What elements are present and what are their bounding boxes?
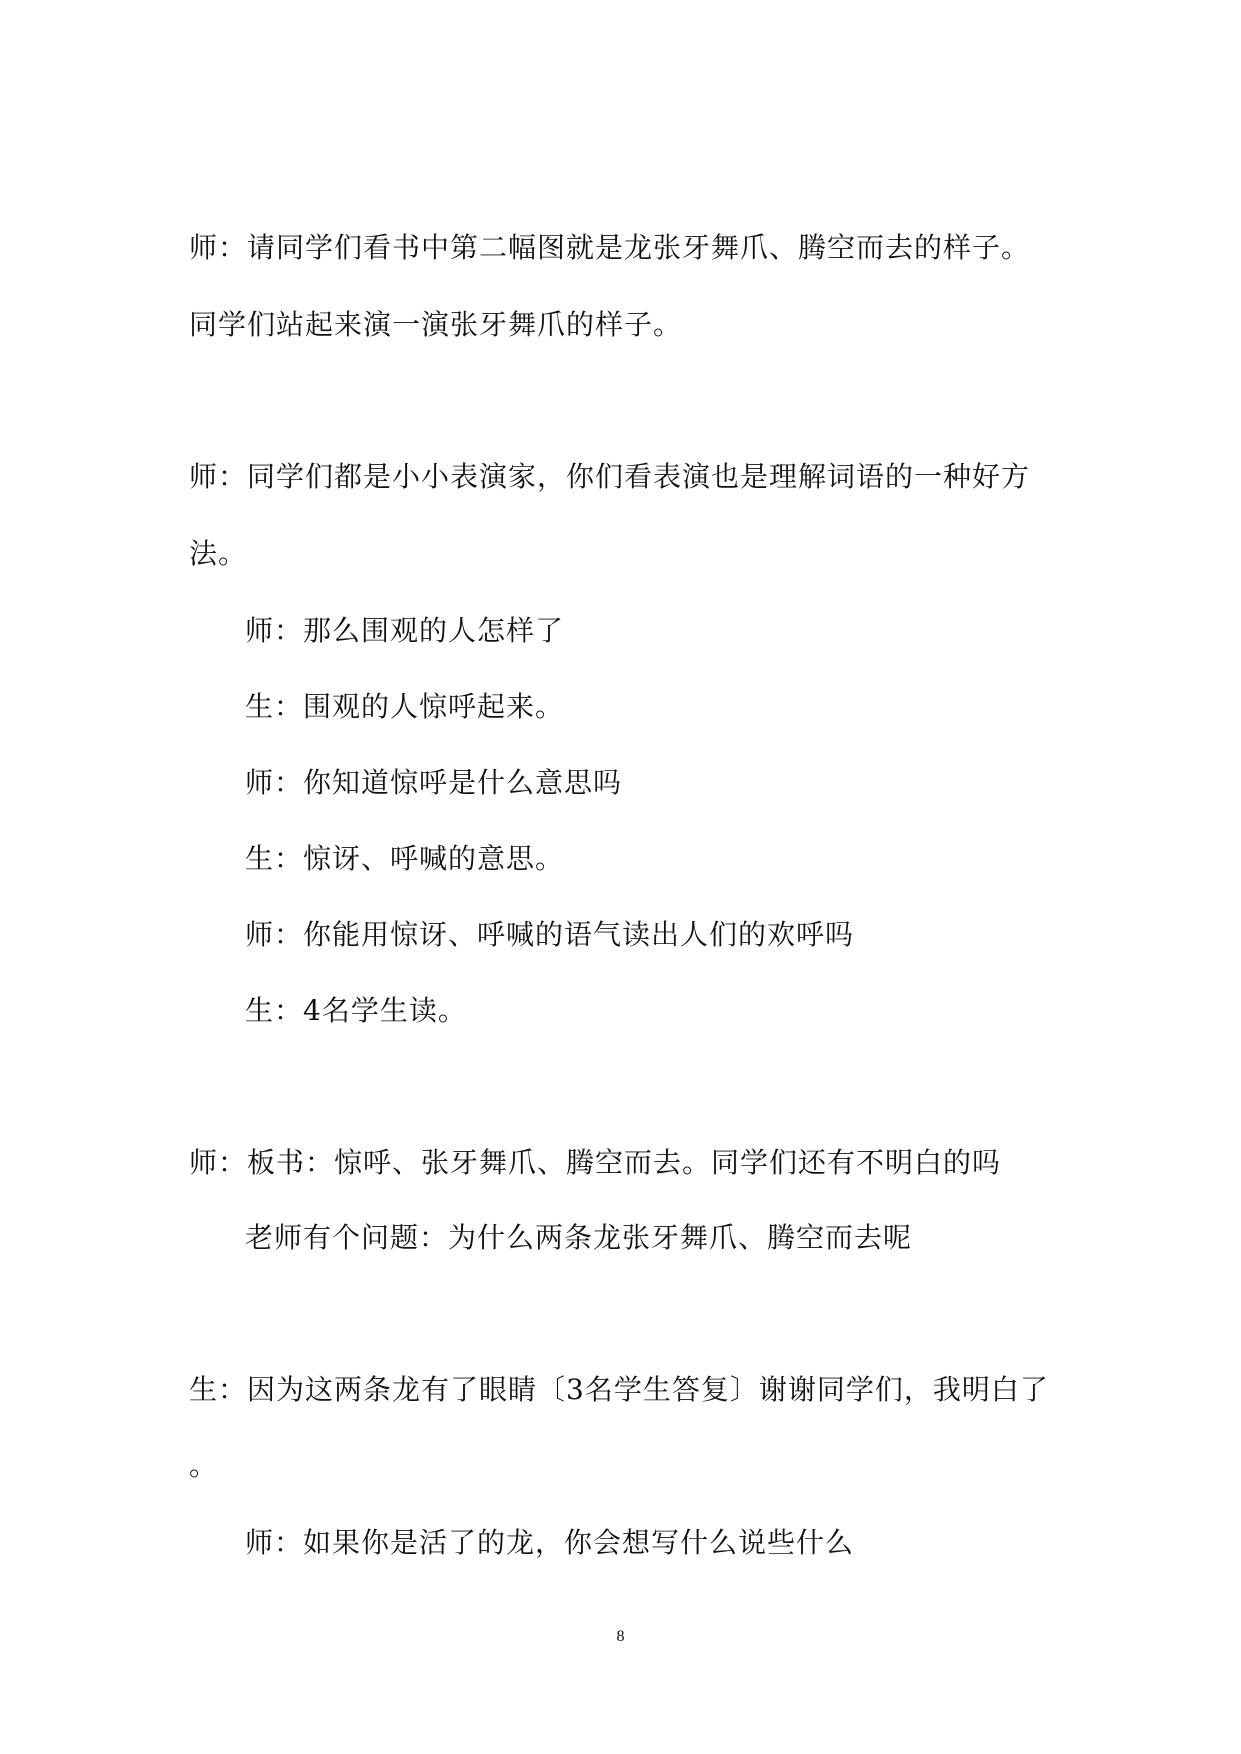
dialogue-line: 生：围观的人惊呼起来。 xyxy=(245,690,565,723)
dialogue-line: 师：那么围观的人怎样了 xyxy=(245,614,565,647)
dialogue-line: 生：4名学生读。 xyxy=(245,994,467,1027)
paragraph-line: 。 xyxy=(189,1449,219,1482)
dialogue-line: 师：你知道惊呼是什么意思吗 xyxy=(245,766,623,799)
paragraph-line: 同学们站起来演一演张牙舞爪的样子。 xyxy=(189,308,683,341)
page-number: 8 xyxy=(616,1628,625,1645)
dialogue-line: 老师有个问题：为什么两条龙张牙舞爪、腾空而去呢 xyxy=(245,1221,913,1254)
dialogue-line: 师：你能用惊讶、呼喊的语气读出人们的欢呼吗 xyxy=(245,918,855,951)
dialogue-line: 生：惊讶、呼喊的意思。 xyxy=(245,842,565,875)
dialogue-line: 师：如果你是活了的龙，你会想写什么说些什么 xyxy=(245,1526,855,1559)
paragraph-line: 师：请同学们看书中第二幅图就是龙张牙舞爪、腾空而去的样子。 xyxy=(189,231,1031,264)
paragraph-line: 生：因为这两条龙有了眼睛〔3名学生答复〕谢谢同学们，我明白了 xyxy=(189,1373,1049,1406)
paragraph-line: 法。 xyxy=(189,537,248,570)
paragraph-line: 师：同学们都是小小表演家，你们看表演也是理解词语的一种好方 xyxy=(189,460,1031,493)
paragraph-line: 师：板书：惊呼、张牙舞爪、腾空而去。同学们还有不明白的吗 xyxy=(189,1146,1002,1179)
